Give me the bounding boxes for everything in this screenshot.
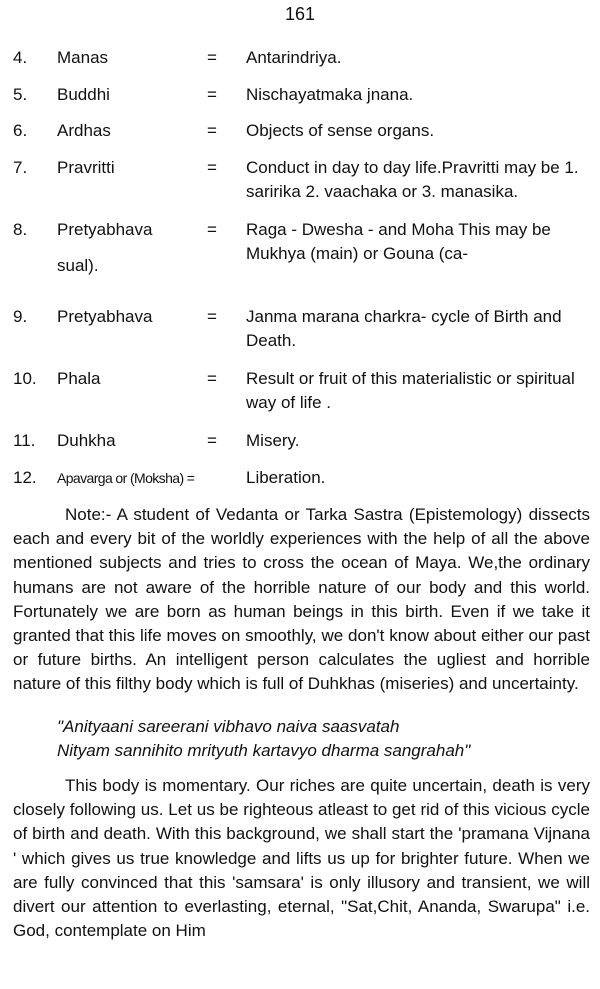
verse-line: Nityam sannihito mrityuth kartavyo dharma sangrahah" xyxy=(57,741,471,760)
entry-term: Ardhas xyxy=(57,121,111,140)
equals-sign: = xyxy=(207,431,217,450)
equals-sign: = xyxy=(207,85,217,104)
entry-term: Apavarga or (Moksha) = xyxy=(57,470,195,486)
entry-definition: Liberation. xyxy=(246,468,326,487)
entry-term: Pravritti xyxy=(57,158,115,177)
closing-paragraph: This body is momentary. Our riches are quite uncertain, death is very closely following us. Let us be righteous atleast to get rid of this vicious cycle of birth and death. With this background, we shall start the 'pramana Vijnana ' which gives us true knowledge and lifts us up for brighter future. When we are fully convinced that this 'samsara' is only illusory and transient, we will divert our attention to everlasting, eternal, "Sat,Chit, Ananda, Swarupa" i.e. God, contemplate on Him xyxy=(13,776,590,941)
entry-definition: Raga - Dwesha - and Moha This may be Mukhya (main) or Gouna (ca- xyxy=(246,220,551,263)
entry-definition: Antarindriya. xyxy=(246,48,342,67)
entry-continuation: sual). xyxy=(57,256,99,275)
entry-term: Pretyabhava xyxy=(57,307,153,326)
entry-number: 6. xyxy=(13,121,28,140)
entry-term: Buddhi xyxy=(57,85,110,104)
equals-sign: = xyxy=(207,369,217,388)
entry-number: 7. xyxy=(13,158,28,177)
entry-number: 5. xyxy=(13,85,28,104)
entry-term: Phala xyxy=(57,369,101,388)
equals-sign: = xyxy=(207,158,217,177)
entry-definition: Objects of sense organs. xyxy=(246,121,435,140)
entry-number: 8. xyxy=(13,220,28,239)
equals-sign: = xyxy=(207,307,217,326)
verse-line: "Anityaani sareerani vibhavo naiva saasvatah xyxy=(57,717,400,736)
entry-term: Duhkha xyxy=(57,431,116,450)
entry-term: Pretyabhava xyxy=(57,220,153,239)
note-paragraph: Note:- A student of Vedanta or Tarka Sastra (Epistemology) dissects each and every bit of the worldly experiences with the help of all the above mentioned subjects and tries to cross the ocean of Maya. We,the ordinary humans are not aware of the horrible nature of our body and this world. Fortunately we are born as human beings in this birth. Even if we take it granted that this life moves on smoothly, we don't know about either our past or future births. An intelligent person calculates the ugliest and horrible nature of this filthy body which is full of Duhkhas (miseries) and uncertainty. xyxy=(13,505,590,694)
entry-number: 4. xyxy=(13,48,28,67)
entry-number: 10. xyxy=(13,369,37,388)
sanskrit-verse xyxy=(57,715,470,763)
entry-number: 9. xyxy=(13,307,28,326)
entry-term: Manas xyxy=(57,48,109,67)
entry-number: 12. xyxy=(13,468,37,487)
page-number: 161 xyxy=(284,4,316,24)
entry-definition: Janma marana charkra- cycle of Birth and Death. xyxy=(246,307,562,350)
entry-definition: Misery. xyxy=(246,431,300,450)
equals-sign: = xyxy=(207,121,217,140)
equals-sign: = xyxy=(207,220,217,239)
entry-definition: Conduct in day to day life.Pravritti may be 1. saririka 2. vaachaka or 3. manasika. xyxy=(246,158,579,201)
entry-definition: Result or fruit of this materialistic or spiritual way of life . xyxy=(246,369,575,412)
equals-sign: = xyxy=(207,48,217,67)
entry-definition: Nischayatmaka jnana. xyxy=(246,85,414,104)
entry-number: 11. xyxy=(13,431,36,450)
